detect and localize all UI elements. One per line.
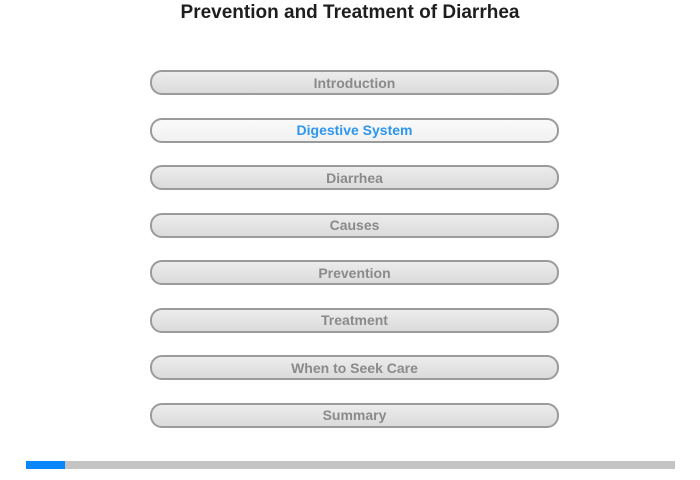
menu-item-label: Digestive System bbox=[296, 122, 413, 138]
menu-item-label: Treatment bbox=[321, 312, 388, 328]
menu-item-label: Introduction bbox=[313, 74, 396, 91]
menu-item-causes[interactable] bbox=[150, 213, 559, 238]
menu-item-label: Summary bbox=[322, 407, 387, 423]
menu-item-when-to-seek-care[interactable] bbox=[150, 355, 559, 380]
menu-item-label: Prevention bbox=[318, 264, 391, 281]
menu-item-prevention[interactable] bbox=[150, 260, 559, 285]
menu-item-diarrhea[interactable] bbox=[150, 165, 559, 190]
page-title: Prevention and Treatment of Diarrhea bbox=[180, 2, 520, 23]
menu-item-digestive-system[interactable] bbox=[150, 118, 559, 143]
playback-progress-bar[interactable] bbox=[26, 461, 675, 469]
menu-item-label: Causes bbox=[329, 217, 380, 233]
progress-fill bbox=[26, 461, 65, 469]
menu-item-treatment[interactable] bbox=[150, 308, 559, 333]
menu-item-label: Diarrhea bbox=[326, 169, 383, 186]
menu-item-introduction[interactable] bbox=[150, 70, 559, 95]
menu-item-summary[interactable] bbox=[150, 403, 559, 428]
chapter-menu bbox=[150, 70, 559, 450]
menu-item-label: When to Seek Care bbox=[291, 359, 418, 376]
